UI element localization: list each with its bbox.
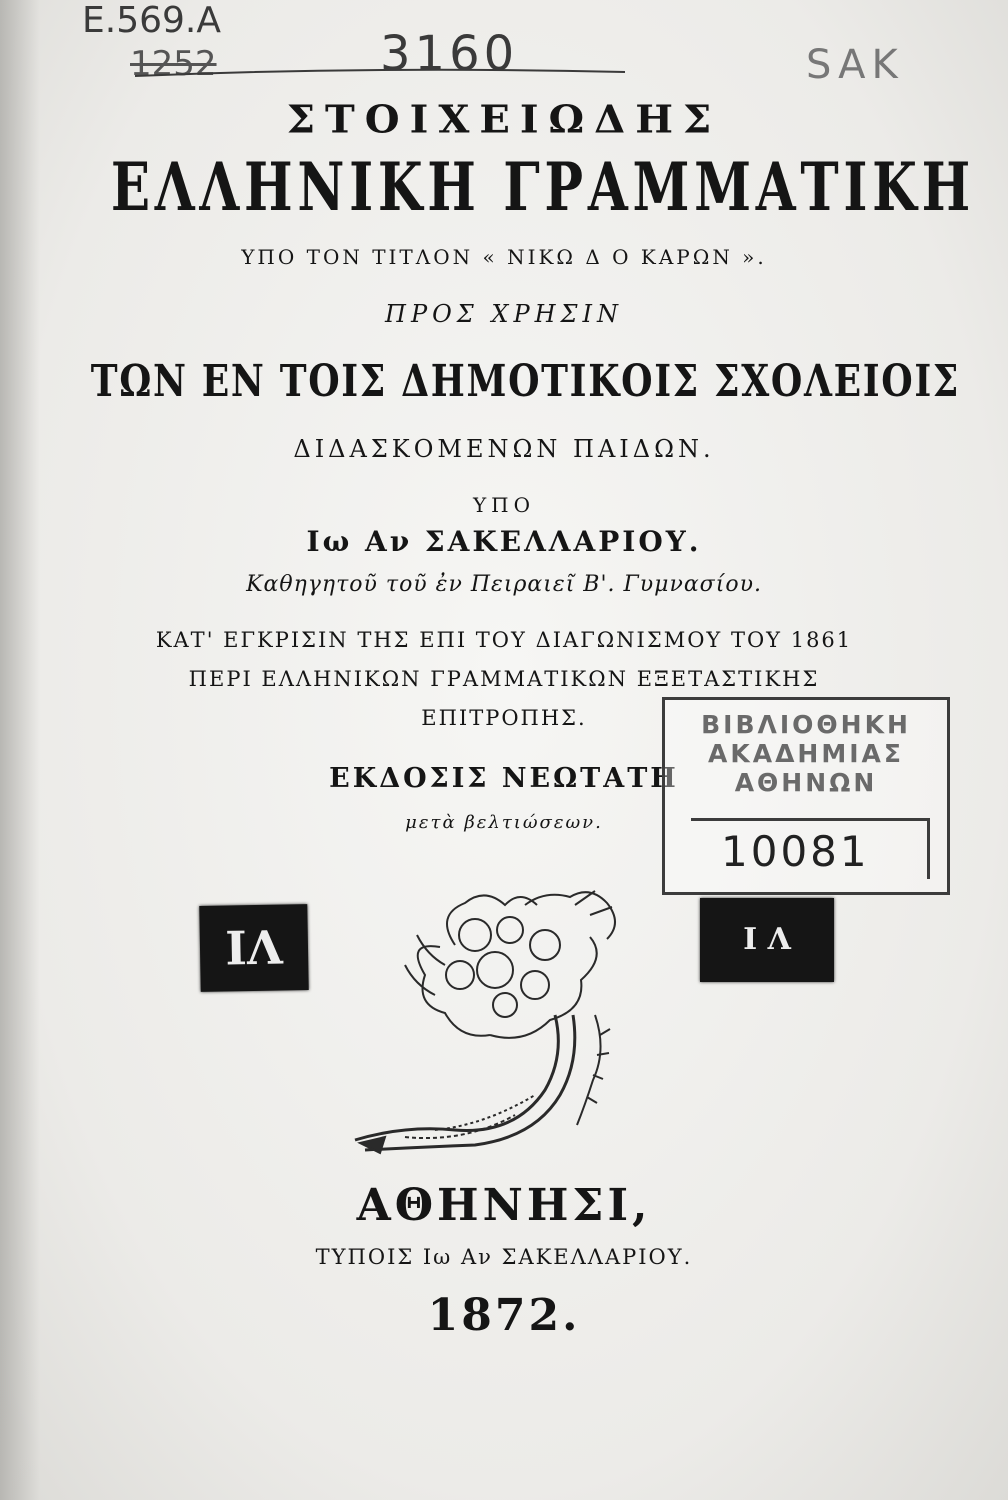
author-title: Καθηγητοῦ τοῦ ἐν Πειραιεῖ Β'. Γυμνασίου. [246,572,762,597]
shelf-label-left: ΙΛ [199,904,308,992]
year: 1872. [427,1290,581,1341]
stamp-line-2: ΑΚΑΔΗΜΙΑΣ [708,739,904,768]
edition-note: μετὰ βελτιώσεων. [405,812,603,833]
by-line: ΥΠΟ [472,493,536,517]
purpose-line: ΠΡΟΣ ΧΡΗΣΙΝ [385,300,623,328]
edition-line: ΕΚΔΟΣΙΣ ΝΕΩΤΑΤΗ [329,763,679,794]
title-line-2: ΕΛΛΗΝΙΚΗ ΓΡΑΜΜΑΤΙΚΗ [110,148,975,226]
author-name: Ιω Αν ΣΑΚΕΛΛΑΡΙΟΥ. [306,525,702,558]
title-line-1: ΣΤΟΙΧΕΙΩΔΗΣ [286,97,722,142]
place: ΑΘΗΝΗΣΙ, [356,1180,652,1231]
approval-line-3: ΕΠΙΤΡΟΠΗΣ. [421,706,587,730]
stamp-number: 10081 [721,827,870,876]
approval-line-1: ΚΑΤ' ΕΓΚΡΙΣΙΝ ΤΗΣ ΕΠΙ ΤΟΥ ΔΙΑΓΩΝΙΣΜΟΥ ΤΟΥ 1861 [155,628,853,652]
audience-line: ΤΩΝ ΕΝ ΤΟΙΣ ΔΗΜΟΤΙΚΟΙΣ ΣΧΟΛΕΙΟΙΣ [90,356,961,407]
cornucopia-icon [345,875,625,1165]
shelf-number: 3160 [380,26,519,82]
subtitle-line: ΥΠΟ ΤΟΝ ΤΙΤΛΟΝ « ΝΙΚΩ Δ Ο ΚΑΡΩΝ ». [241,245,767,269]
stamp-line-1: ΒΙΒΛΙΟΘΗΚΗ [701,710,911,739]
crossed-number: 1252 [130,44,217,84]
audience-line-2: ΔΙΔΑΣΚΟΜΕΝΩΝ ΠΑΙΔΩΝ. [293,435,715,463]
stamp-number-box [691,818,930,879]
underline-stroke [135,62,635,92]
approval-line-2: ΠΕΡΙ ΕΛΛΗΝΙΚΩΝ ΓΡΑΜΜΑΤΙΚΩΝ ΕΞΕΤΑΣΤΙΚΗΣ [188,667,820,691]
shelf-label-right: Ι Λ [700,898,834,982]
printer: ΤΥΠΟΙΣ Ιω Αν ΣΑΚΕΛΛΑΡΙΟΥ. [315,1245,693,1269]
catalog-number: Ε.569.Α [82,0,221,41]
initials: SAK [806,42,904,88]
stamp-line-3: ΑΘΗΝΩΝ [734,768,878,797]
library-stamp [662,697,950,895]
